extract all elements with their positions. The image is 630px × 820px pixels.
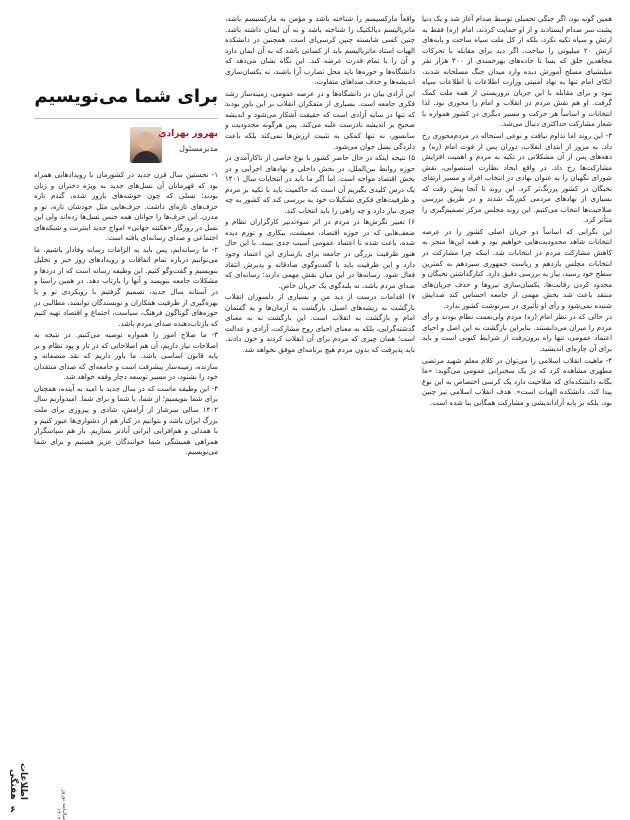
paragraph: ۵) نتیجه اینکه در حال حاضر کشور با نوع خاصی از ناکارآمدی در حوزه روابط بین‌الملل، در بخش داخلی و نهادهای اجرایی و در بخش اقتصاد مواجه است. اما اگر ما باید در انتخابات سال ۱۴۰۱ یک درس کلیدی بگیریم آن است که حاکمیت باید با تکیه بر مردم و ظرفیت‌های فکری تشکیلات خود به بررسی کند که کشور به چه چیزی نیاز دارد و چه راهی را باید انتخاب کند. [225,153,415,215]
article-column-middle [225,14,415,802]
page-number: ۶ [10,805,16,815]
paragraph: ۳- این روند اما تداوم نیافت و نوعی استحاله در مردم‌محوری رخ داد. به مرور از ابتدای انقلاب، دوران پس از فوت امام (ره) و دهه‌های پس از آن مشکلاتی در تکیه به مردم و اهمیت افزایش مشارکت‌ها رخ داد. در واقع ایجاد نظارت استصوابی، نقش شورای نگهبان را به عنوان نهادی در انتخاب افراد و مسیر ارتقای نخبگان در کشور پررنگ‌تر کرد. این روند تا آنجا پیش رفت که بسیاری از نهادهای مردمی کم‌رنگ شدند و در طریق بررسی صلاحیت‌ها انتخاب می‌کنیم. این روند مجلس مرکز تصمیم‌گیری را متأثر کرد. [422,131,612,225]
paragraph: ۲- ما رسانه‌ایم، پس باید به الزامات رسانه وفادار باشیم. ما می‌توانیم درباره تمام اتفاقات و رویدادهای روز خبر و تحلیل بنویسیم و گفت‌وگو کنیم. این وظیفه رسانه است که از دردها و مشکلات جامعه بنویسد و آنها را بازتاب دهد. در همین راستا و در آستانه سال جدید، تصمیم گرفتیم با رویکردی نو و با بهره‌گیری از ظرفیت همکاران و نویسندگان توانمند، مطالبی در حوزه‌های گوناگون فرهنگ، سیاست، اجتماع و اقتصاد تهیه کنیم که بازتاب‌دهنده صدای مردم باشد. [34,244,218,328]
paragraph: ۱- نخستین سال قرن جدید در کشورمان با رویدادهایی همراه بود که قهرمانان آن نسل‌های جدید به ویژه دختران و زنان بودند؛ نسلی که چون خوشه‌های بارور شده، گندم تازه حرف‌های تازه‌ای داشت. حرف‌هایی مثل خودشان تازه، نو و مدرن. این حرف‌ها را جوانان همه جنس نسل‌ها زده‌اند ولی این نسل در روزگار «هکتنه جهانی» امواج جدید اینترنت و شبکه‌های اجتماعی و صدای رسانه‌ای یافته است. [34,170,218,243]
author-role: مدیرمسئول [179,144,218,153]
paragraph: در حالی که در نظر امام (ره) مردم ولی‌نعمت نظام بودند و رأی مردم را میزان می‌دانستند. بنابراین بازگشت به این اصل و احیای اعتماد عمومی، تنها راه برون‌رفت از شرایط کنونی است و باید برای آن چاره‌ای اندیشید. [422,312,612,353]
paragraph: این نگرانی که اساساً دو جریان اصلی کشور را در عرصه انتخابات شاهد محدودیت‌هایی خواهیم بود و همه این‌ها منجر به کاهش مشارکت مردم در انتخابات شد. اینکه چرا مشارکت در انتخابات مجلس یازدهم و ریاست جمهوری سیزدهم به کمترین سطح خود رسید، نیاز به بررسی دقیق دارد. کنارگذاشتن نخبگان و محدود کردن رقابت‌ها، یکسان‌سازی نیروها و حذف جریان‌های منتقد باعث شد بخش مهمی از جامعه احساس کند صدایش شنیده نمی‌شود و رأی او تأثیری در سرنوشت کشور ندارد. [422,226,612,310]
paragraph: واقعاً مارکسیسم را شناخته باشد و مؤمن به مارکسیسم باشد، ماتریالیسم دیالکتیک را شناخته باشد و به آن ایمان داشته باشد. چنین کسی شایسته چنین کرسی‌ای است. همچنین در دانشکده الهیات استاد ماتریالیسم باید از کسانی باشد که به آن ایمان دارد و آن را با تمام قدرت عرضه کند. این نگاه نشان می‌دهد که دانشگاه‌ها و حوزه‌ها باید محل تضارب آرا باشند، نه یکسان‌سازی اندیشه‌ها و حذف صداهای متفاوت. [225,14,415,87]
author-byline [34,118,218,167]
paragraph: ۳- ما صلاح امور را همواره توصیه می‌کنیم. در نتیجه به اصلاحات نیاز داریم، آن هم اصلاحاتی که در تار و پود نظام و بر پایه قانون اساسی باشد. ما باور داریم که نقد منصفانه و سازنده، زمینه‌ساز پیشرفت است و جامعه‌ای که صدای منتقدان خود را نشنود، در مسیر توسعه دچار وقفه خواهد شد. [34,330,218,382]
paragraph: همین گونه بود، اگر جنگی تحمیلی توسط صدام آغاز شد و یک دنیا پشت سر صدام ایستادند و از او حمایت کردند، امام (ره) فقط به ارتش و سپاه تکیه نکرد، بلکه از کل ملت سپاه ساخت و پایه‌های ارتش ۲۰ میلیونی را ساخت. اگر دید برای مقابله با تحرکات مجاهدین خلق که بسا تا جاده‌های بهرحمندی از ۳۰۰ هزار نفر میلیشیای مسلح آموزش دیده وارد میدان جنگ مسلحانه شدند، اتکای امام تنها به نهاد امنیتی وزارت اطلاعات یا اطلاعات سپاه نبود و برای مقابله با این جریان تروریستی از همه ملت کمک گرفت. او هم نقش مردم در انقلاب و امام را محوری بود. لذا انتخابات و اساساً هر حرکت و مسیر دیگری در کشور همواره با شعار مشارکت حداکثری دنبال می‌شد. [422,14,612,129]
article-column-right [422,14,612,782]
paragraph: این آزادی بیان در دانشگاه‌ها و در عرصه عمومی، زمینه‌ساز رشد فکری جامعه است. بسیاری از متفکران انقلاب بر این باور بودند که تنها در سایه آزادی است که حقیقت آشکار می‌شود و اندیشه صحیح بر اندیشه نادرست غلبه می‌کند. پس هرگونه محدودیت و سانسور، نه تنها کمکی به تثبیت ارزش‌ها نمی‌کند بلکه باعث دلزدگی نسل جوان می‌شود. [225,88,415,151]
paragraph: ۴- این وظیفه ماست که در سال جدید با امید به آینده، همچنان برای شما بنویسیم؛ از شما، با شما و برای شما. امیدواریم سال ۱۴۰۲ سالی سرشار از آرامش، شادی و پیروزی برای ملت بزرگ ایران باشد و بتوانیم در کنار هم از دشواری‌ها عبور کنیم و با همدلی و هم‌افزایی ایرانی آبادتر بسازیم. باز هم سپاسگزار همراهی همیشگی شما خوانندگان عزیز هستیم و برای شما می‌نویسیم. [34,383,218,457]
magazine-logo: اطلاعات هفتگی [8,763,28,800]
paragraph: ۷) اقدامات درست از دید من و بسیاری از دلسوزان انقلاب بازگشت به ریشه‌های اصیل، بازگشت به آرمان‌ها و به گفتمان امام و بازگشت به انقلاب است. این بازگشت نه به معنای گذشته‌گرایی، بلکه به معنای احیای روح مشارکت، آزادی و عدالت است؛ همان چیزی که مردم برای آن انقلاب کردند و خون دادند. باید پذیرفت که بدون مردم هیچ برنامه‌ای موفق نخواهد شد. [225,292,415,354]
author-name: بهروز بهزادی [158,129,218,139]
paragraph: ۶) تغییر نگرش‌ها در مردم در اثر سوءتدبیر کارگزاران نظام و ضعف‌هایی که در حوزه اقتصاد، معیشت، بیکاری و تورم دیده شده، باعث شده تا اعتماد عمومی آسیب جدی ببیند. با این حال هنوز ظرفیت بزرگی در جامعه برای بازسازی این اعتماد وجود دارد و این ظرفیت باید با گفت‌وگوی صادقانه و پذیرش انتقاد فعال شود. رسانه‌ها در این میان نقش مهمی دارند؛ رسانه‌ای که صدای مردم باشد، نه بلندگوی یک جریان خاص. [225,217,415,290]
article-column-left [34,170,218,790]
paragraph: ۴- ماهیت انقلاب اسلامی را می‌توان در کلام معلم شهید مرتضی مطهری مشاهده کرد که در یک سخنرانی عمومی می‌گوید: «ما بگانه دانشکده‌ای که صلاحیت دارد یک کرسی اختصاص به این نوع پیدا کند، دانشکده الهیات است». هدف انقلاب اسلامی نیز چنین بود، بلکه بر پایه آزاد‌اندیشی و مشارکت همگانی بنا شده است. [422,355,612,407]
article-headline: برای شما می‌نویسیم [34,86,218,107]
author-photo [130,127,162,163]
issue-label: سالنامه نوروز ۱۴۰۲ [55,788,67,820]
